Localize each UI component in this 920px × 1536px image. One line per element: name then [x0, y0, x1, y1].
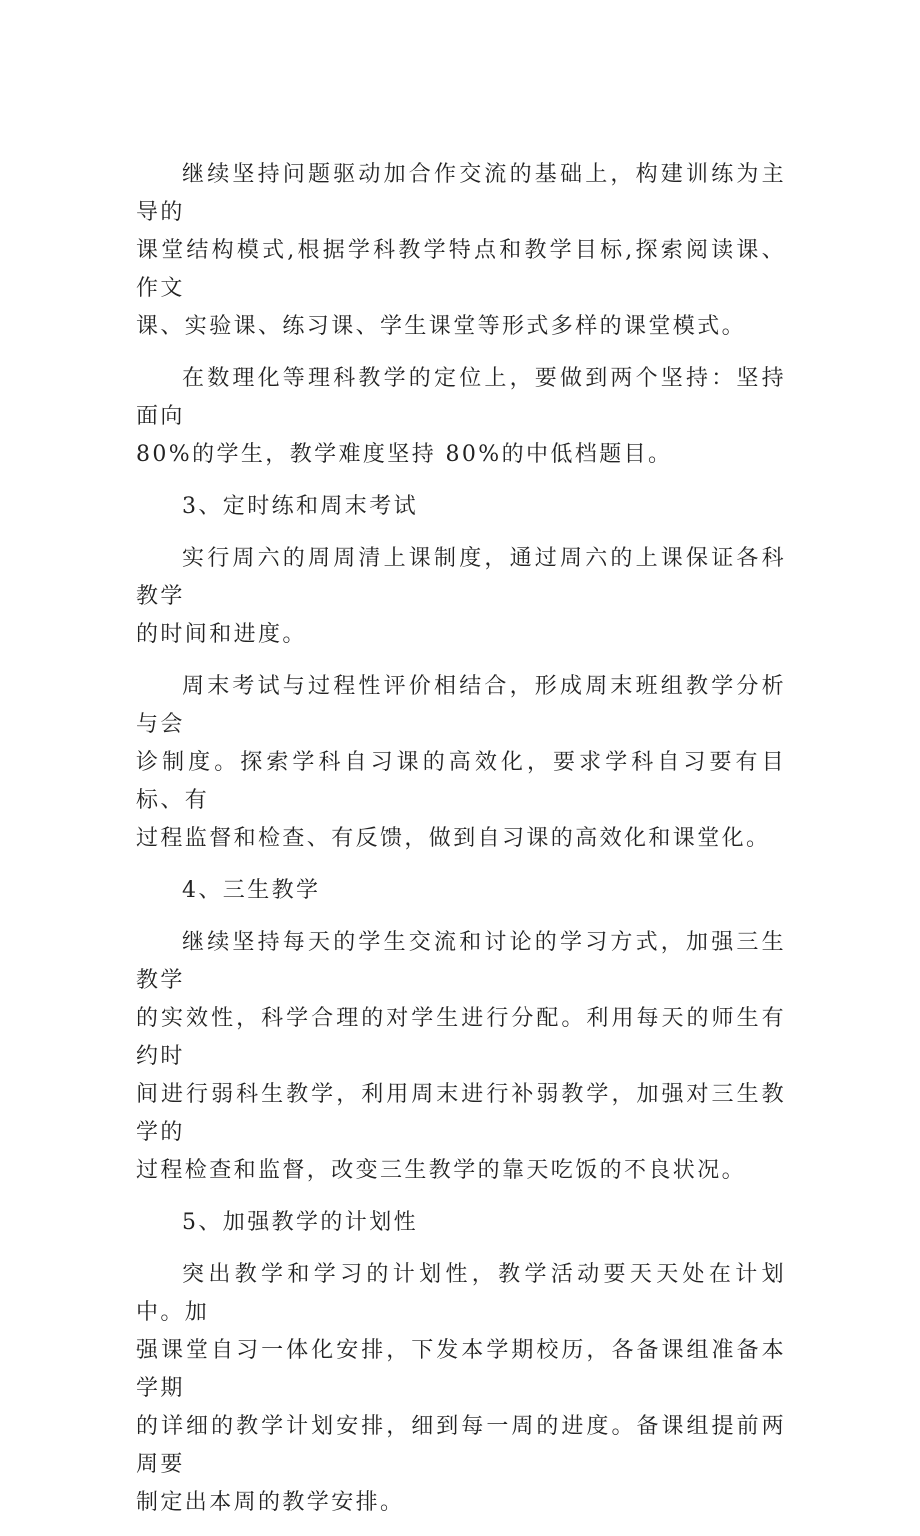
text-line: 制定出本周的教学安排。 [136, 1490, 405, 1515]
heading-text: 4、三生教学 [182, 878, 321, 903]
paragraph-science-positioning [136, 360, 786, 474]
text-line: 间进行弱科生教学，利用周末进行补弱教学，加强对三生教学的 [136, 1082, 786, 1145]
text-line: 课堂结构模式,根据学科教学特点和教学目标,探索阅读课、作文 [136, 238, 786, 301]
text-line: 强课堂自习一体化安排，下发本学期校历，各备课组准备本学期 [136, 1338, 786, 1401]
heading-text: 3、定时练和周末考试 [182, 494, 418, 519]
text-line: 继续坚持每天的学生交流和讨论的学习方式，加强三生教学 [136, 930, 786, 993]
text-line: 实行周六的周周清上课制度，通过周六的上课保证各科教学 [136, 546, 786, 609]
text-line: 过程检查和监督，改变三生教学的靠天吃饭的不良状况。 [136, 1158, 747, 1183]
paragraph-classroom-model [136, 156, 786, 346]
section-heading-5 [136, 1204, 786, 1242]
heading-text: 5、加强教学的计划性 [182, 1210, 418, 1235]
text-line: 在数理化等理科教学的定位上，要做到两个坚持：坚持面向 [136, 366, 786, 429]
text-line: 80%的学生，教学难度坚持 80%的中低档题目。 [136, 442, 673, 467]
text-line: 的详细的教学计划安排，细到每一周的进度。备课组提前两周要 [136, 1414, 786, 1477]
document-body [136, 156, 786, 1536]
text-line: 的时间和进度。 [136, 622, 307, 647]
section-heading-3 [136, 488, 786, 526]
text-line: 过程监督和检查、有反馈，做到自习课的高效化和课堂化。 [136, 826, 771, 851]
text-line: 诊制度。探索学科自习课的高效化，要求学科自习要有目标、有 [136, 750, 786, 813]
paragraph-saturday-class [136, 540, 786, 654]
text-line: 突出教学和学习的计划性，教学活动要天天处在计划中。加 [136, 1262, 786, 1325]
paragraph-three-students [136, 924, 786, 1190]
text-line: 继续坚持问题驱动加合作交流的基础上，构建训练为主导的 [136, 162, 786, 225]
text-line: 的实效性，科学合理的对学生进行分配。利用每天的师生有约时 [136, 1006, 786, 1069]
paragraph-weekend-exam [136, 668, 786, 858]
text-line: 周末考试与过程性评价相结合，形成周末班组教学分析与会 [136, 674, 786, 737]
text-line: 课、实验课、练习课、学生课堂等形式多样的课堂模式。 [136, 314, 747, 339]
section-heading-4 [136, 872, 786, 910]
paragraph-planning [136, 1256, 786, 1522]
